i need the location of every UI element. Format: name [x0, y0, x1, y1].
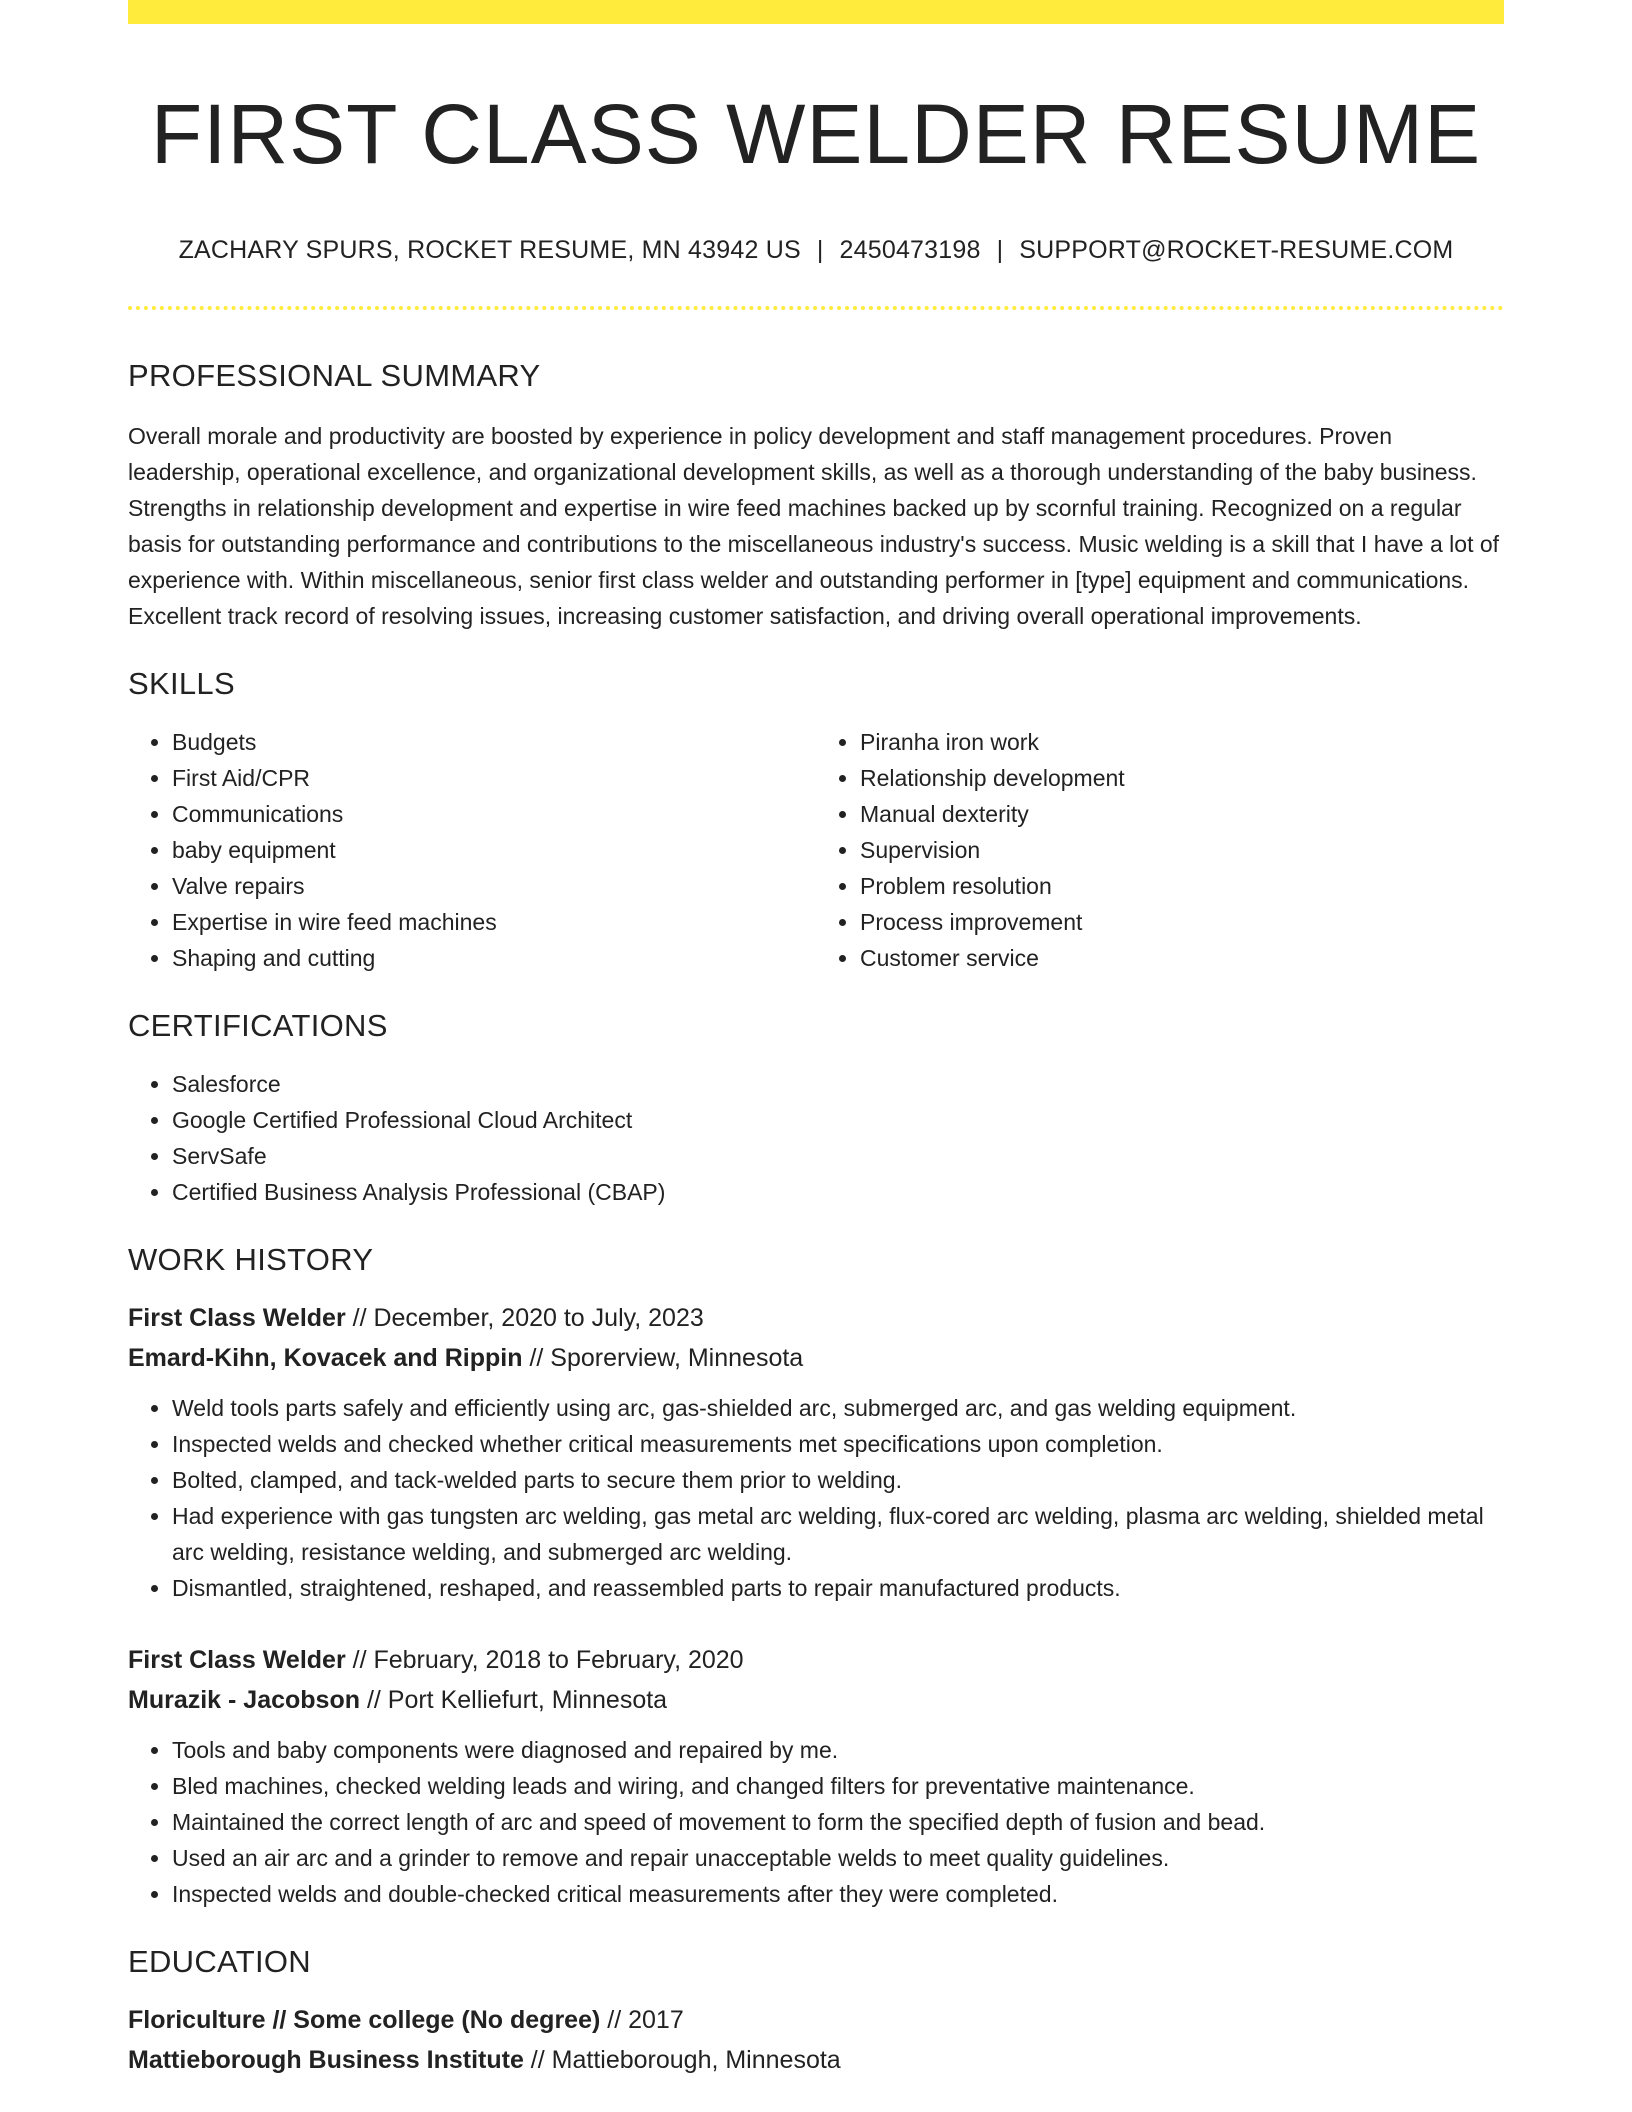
skill-item: • Supervision [860, 832, 1504, 868]
summary-heading: PROFESSIONAL SUMMARY [128, 358, 541, 393]
skill-item: • Relationship development [860, 760, 1504, 796]
job-entry [128, 1640, 1504, 1912]
skill-item: • Piranha iron work [860, 724, 1504, 760]
skills-columns [128, 724, 1504, 976]
job-bullet: • Bolted, clamped, and tack-welded parts to secure them prior to welding. [172, 1462, 1504, 1498]
education-year: // 2017 [600, 2006, 684, 2034]
skill-item: • Process improvement [860, 904, 1504, 940]
job-bullet: • Bled machines, checked welding leads and wiring, and changed filters for preventative maintenance. [172, 1768, 1504, 1804]
skill-item: • Communications [172, 796, 816, 832]
summary-text: Overall morale and productivity are boosted by experience in policy development and staff management procedures. Proven leadership, operational excellence, and organizational development skills, as well as a thorough understanding of the baby business. Strengths in relationship development and expertise in wire feed machines backed up by scornful training. Recognized on a regular basis for outstanding performance and contributions to the miscellaneous industry's success. Music welding is a skill that I have a lot of experience with. Within miscellaneous, senior first class welder and outstanding performer in [type] equipment and communications. Excellent track record of resolving issues, increasing customer satisfaction, and driving overall operational improvements. [128, 423, 1500, 629]
education-location: // Mattieborough, Minnesota [523, 2046, 841, 2074]
skill-item: • Expertise in wire feed machines [172, 904, 816, 940]
job-bullet: • Inspected welds and double-checked critical measurements after they were completed. [172, 1876, 1504, 1912]
dotted-divider [128, 306, 1504, 310]
work-history-heading: WORK HISTORY [128, 1242, 374, 1277]
certification-item: • ServSafe [172, 1138, 1504, 1174]
education-school-line [128, 2040, 1504, 2080]
page-title: FIRST CLASS WELDER RESUME [150, 87, 1482, 181]
job-bullet: • Tools and baby components were diagnosed and repaired by me. [172, 1732, 1504, 1768]
job-bullet: • Dismantled, straightened, reshaped, and reassembled parts to repair manufactured products. [172, 1570, 1504, 1606]
skill-item: • Manual dexterity [860, 796, 1504, 832]
skills-list-right [816, 724, 1504, 976]
certification-item: • Google Certified Professional Cloud Architect [172, 1102, 1504, 1138]
job-title: First Class Welder [128, 1304, 346, 1332]
certifications-heading: CERTIFICATIONS [128, 1008, 388, 1043]
contact-separator: | [996, 236, 1004, 264]
accent-top-bar [128, 0, 1504, 24]
job-bullets [128, 1732, 1504, 1912]
skill-item: • Customer service [860, 940, 1504, 976]
job-location: // Sporerview, Minnesota [522, 1344, 804, 1372]
job-title: First Class Welder [128, 1646, 346, 1674]
certification-item: • Certified Business Analysis Professional (CBAP) [172, 1174, 1504, 1210]
skill-item: • Problem resolution [860, 868, 1504, 904]
resume-page [128, 0, 1504, 2080]
education-school: Mattieborough Business Institute [128, 2046, 524, 2074]
certifications-list [128, 1066, 1504, 1210]
job-dates: // December, 2020 to July, 2023 [345, 1304, 704, 1332]
job-company-line [128, 1680, 1504, 1720]
contact-address: ZACHARY SPURS, ROCKET RESUME, MN 43942 US [178, 236, 801, 264]
education-entry [128, 2000, 1504, 2080]
skills-heading: SKILLS [128, 666, 235, 701]
job-company: Murazik - Jacobson [128, 1686, 360, 1714]
job-bullet: • Inspected welds and checked whether critical measurements met specifications upon completion. [172, 1426, 1504, 1462]
job-bullet: • Used an air arc and a grinder to remove and repair unacceptable welds to meet quality guidelines. [172, 1840, 1504, 1876]
contact-phone: 2450473198 [839, 236, 981, 264]
job-bullet: • Weld tools parts safely and efficiently using arc, gas-shielded arc, submerged arc, and gas welding equipment. [172, 1390, 1504, 1426]
job-dates: // February, 2018 to February, 2020 [345, 1646, 744, 1674]
job-location: // Port Kelliefurt, Minnesota [360, 1686, 668, 1714]
job-company: Emard-Kihn, Kovacek and Rippin [128, 1344, 523, 1372]
contact-separator: | [816, 236, 824, 264]
skill-item: • Budgets [172, 724, 816, 760]
education-heading: EDUCATION [128, 1944, 311, 1979]
skill-item: • Valve repairs [172, 868, 816, 904]
job-title-line [128, 1640, 1504, 1680]
job-bullets [128, 1390, 1504, 1606]
contact-line [128, 234, 1504, 266]
education-degree: Floriculture // Some college (No degree) [128, 2006, 601, 2034]
skill-item: • Shaping and cutting [172, 940, 816, 976]
job-entry [128, 1298, 1504, 1606]
skills-list-left [128, 724, 816, 976]
certification-item: • Salesforce [172, 1066, 1504, 1102]
job-title-line [128, 1298, 1504, 1338]
job-bullet: • Maintained the correct length of arc and speed of movement to form the specified depth of fusion and bead. [172, 1804, 1504, 1840]
skill-item: • First Aid/CPR [172, 760, 816, 796]
contact-email: SUPPORT@ROCKET-RESUME.COM [1019, 236, 1454, 264]
job-bullet: • Had experience with gas tungsten arc welding, gas metal arc welding, flux-cored arc welding, plasma arc welding, shielded metal arc welding, resistance welding, and submerged arc welding. [172, 1498, 1504, 1570]
skill-item: • baby equipment [172, 832, 816, 868]
job-company-line [128, 1338, 1504, 1378]
education-degree-line [128, 2000, 1504, 2040]
